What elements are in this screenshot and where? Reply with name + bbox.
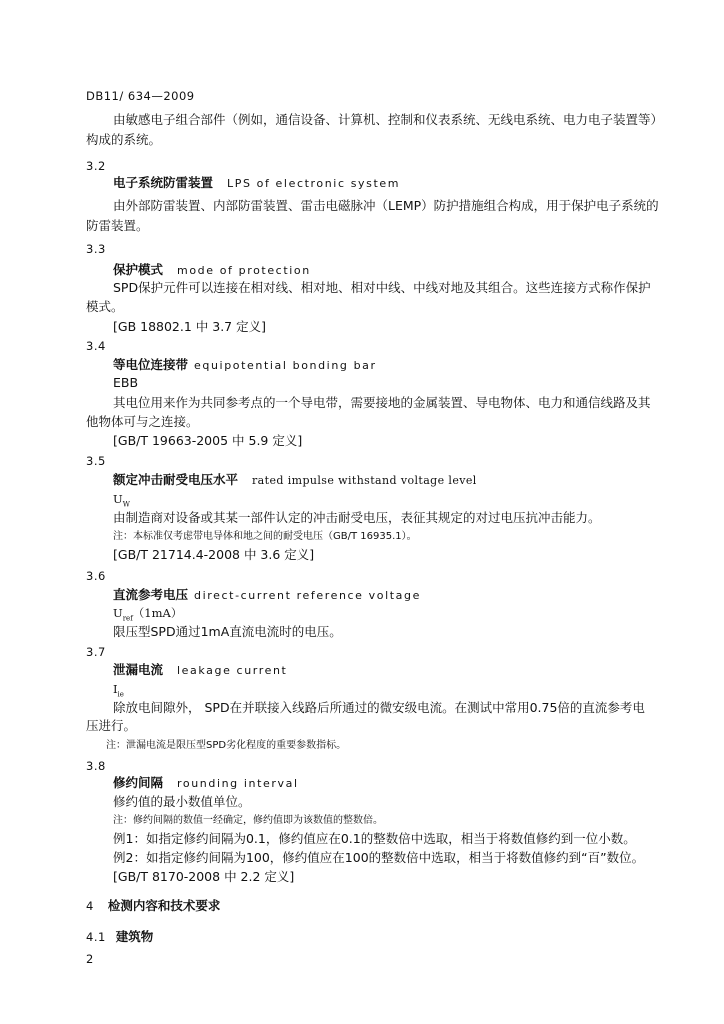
term-en: rated impulse withstand voltage level (252, 474, 477, 487)
term-heading (113, 262, 311, 279)
subsection-title: 建筑物 (115, 929, 154, 944)
term-zh: 额定冲击耐受电压水平 (113, 472, 239, 487)
term-zh: 直流参考电压 (113, 587, 189, 602)
term-en: direct-current reference voltage (194, 589, 421, 602)
definition-line: 除放电间隙外， SPD在并联接入线路后所通过的微安级电流。在测试中常用0.75倍的直流参考电 (113, 700, 645, 715)
term-heading (113, 587, 421, 604)
paragraph-line: 构成的系统。 (86, 132, 162, 147)
abbreviation: EBB (113, 375, 139, 390)
definition-line: 由外部防雷装置、内部防雷装置、雷击电磁脉冲（LEMP）防护措施组合构成，用于保护电子系统的 (113, 198, 659, 213)
definition-line: 修约值的最小数值单位。 (113, 794, 251, 809)
clause-number: 3.5 (86, 454, 106, 468)
term-heading (113, 175, 400, 192)
example: 例2：如指定修约间隔为100，修约值应在100的整数倍中选取，相当于将数值修约到“百”数位。 (113, 850, 645, 865)
subsection-heading (86, 929, 153, 945)
example: 例1：如指定修约间隔为0.1，修约值应在0.1的整数倍中选取，相当于将数值修约到一位小数。 (113, 831, 636, 846)
term-zh: 修约间隔 (113, 775, 164, 790)
term-en: rounding interval (177, 777, 299, 790)
clause-number: 3.4 (86, 339, 106, 353)
reference: [GB 18802.1 中 3.7 定义] (113, 319, 266, 334)
definition-line: 模式。 (86, 299, 124, 314)
reference: [GB/T 8170-2008 中 2.2 定义] (113, 869, 295, 884)
term-zh: 电子系统防雷装置 (113, 175, 214, 190)
clause-number: 3.6 (86, 569, 106, 583)
definition-line: 限压型SPD通过1mA直流电流时的电压。 (113, 624, 342, 639)
symbol: $I_{ie}$ (113, 682, 124, 699)
term-zh: 保护模式 (113, 262, 164, 277)
definition-line: 由制造商对设备或其某一部件认定的冲击耐受电压，表征其规定的对过电压抗冲击能力。 (113, 510, 601, 525)
term-zh: 泄漏电流 (113, 662, 164, 677)
clause-number: 3.8 (86, 759, 106, 773)
note: 注：修约间隔的数值一经确定，修约值即为该数值的整数倍。 (113, 815, 383, 826)
section-number: 4 (86, 899, 94, 913)
reference: [GB/T 19663-2005 中 5.9 定义] (113, 433, 303, 448)
page-number: 2 (86, 952, 94, 966)
reference: [GB/T 21714.4-2008 中 3.6 定义] (113, 547, 315, 562)
section-heading (86, 898, 220, 914)
subsection-number: 4.1 (86, 930, 106, 944)
definition-line: 他物体可与之连接。 (86, 414, 199, 429)
clause-number: 3.7 (86, 645, 106, 659)
symbol: $U_{ref}(1mA)$ (113, 606, 183, 623)
standard-number: DB11/ 634—2009 (86, 89, 195, 103)
definition-line: 防雷装置。 (86, 218, 149, 233)
clause-number: 3.3 (86, 242, 106, 256)
term-en: LPS of electronic system (227, 177, 401, 190)
term-heading (113, 775, 299, 792)
note: 注：泄漏电流是限压型SPD劣化程度的重要参数指标。 (106, 740, 347, 751)
definition-line: 其电位用来作为共同参考点的一个导电带，需要接地的金属装置、导电物体、电力和通信线路及其 (113, 395, 651, 410)
term-heading (113, 472, 477, 489)
symbol: $U_W$ (113, 492, 130, 509)
term-heading (113, 357, 377, 374)
term-en: equipotential bonding bar (194, 359, 377, 372)
term-zh: 等电位连接带 (113, 357, 189, 372)
term-en: mode of protection (177, 264, 311, 277)
term-heading (113, 662, 287, 679)
term-en: leakage current (177, 664, 288, 677)
clause-number: 3.2 (86, 159, 106, 173)
paragraph-line: 由敏感电子组合部件（例如，通信设备、计算机、控制和仪表系统、无线电系统、电力电子装置等） (113, 112, 664, 127)
note: 注：本标准仅考虑带电导体和地之间的耐受电压（GB/T 16935.1）。 (113, 531, 417, 542)
definition-line: 压进行。 (86, 718, 137, 733)
definition-line: SPD保护元件可以连接在相对线、相对地、相对中线、中线对地及其组合。这些连接方式称作保护 (113, 280, 651, 295)
section-title: 检测内容和技术要求 (107, 898, 221, 913)
